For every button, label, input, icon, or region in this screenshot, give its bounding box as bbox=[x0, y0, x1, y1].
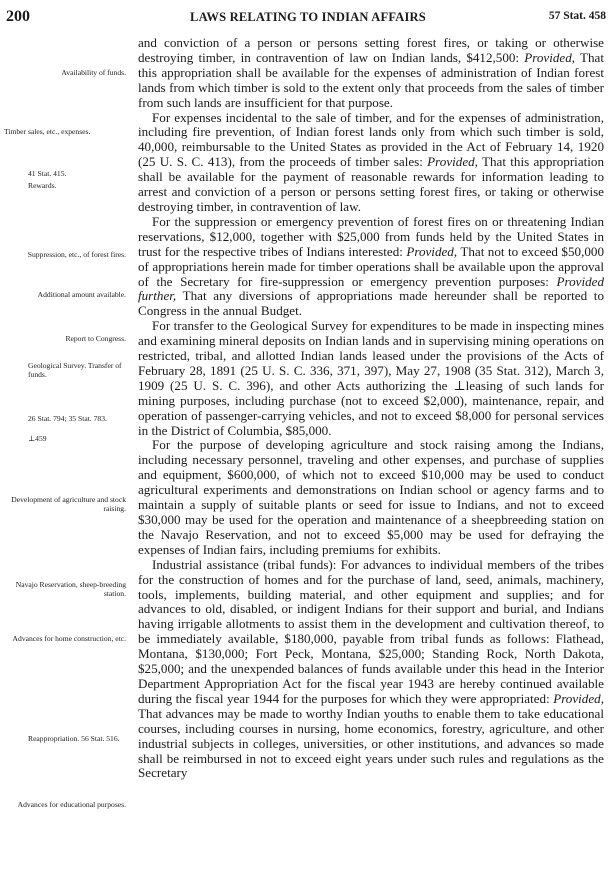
margin-note: 41 Stat. 415. bbox=[28, 169, 67, 178]
margin-note: 26 Stat. 794; 35 Stat. 783. bbox=[28, 414, 107, 423]
paragraph: For transfer to the Geological Survey for expenditures to be made in inspecting mines and examining mineral deposits on Indian lands and in supervising mining operations on restricted, tribal, and allotted Indian lands leased under the provisions of the Acts of February 28, 1891 (25 U. S. C. 336, 371, 397), May 27, 1908 (35 Stat. 312), March 3, 1909 (25 U. S. C. 396), and other Acts authorizing the ⊥leasing of such lands for mining purposes, including purchase (not to exceed $2,000), maintenance, repair, and operation of passenger-carrying vehicles, and not to exceed $8,000 for personal services in the District of Columbia, $85,000. bbox=[138, 318, 604, 438]
margin-note: Advances for educational purposes. bbox=[17, 800, 126, 809]
paragraph: For expenses incidental to the sale of timber, and for the expenses of administration, including fire prevention, of Indian forest lands only from which such timber is sold, 40,000, reimbursable to the United States as provided in the Act of February 14, 1920 (25 U. S. C. 413), from the proceeds of timber sales: Provided, That this appropriation shall be available for the payment of reasonable rewards for information leading to arrest and conviction of a person or persons setting forest fires, or taking or otherwise destroying timber, in contravention of law. bbox=[138, 109, 604, 214]
margin-note: Development of agriculture and stock raising. bbox=[11, 495, 126, 513]
paragraph: and conviction of a person or persons setting forest fires, or taking or otherwise destroying timber, in contravention of law on Indian lands, $412,500: Provided, That this appropriation shall be available for the expenses of administration of Indian forest lands from which timber is sold to the extent only that proceeds from the sales of timber from such lands are insufficient for that purpose. bbox=[138, 35, 604, 110]
margin-note: Timber sales, etc., expenses. bbox=[4, 127, 91, 136]
running-title: LAWS RELATING TO INDIAN AFFAIRS bbox=[190, 10, 426, 24]
margin-note: Reappropriation. 56 Stat. 516. bbox=[28, 734, 120, 743]
margin-note: Suppression, etc., of forest fires. bbox=[27, 250, 126, 259]
page-header bbox=[0, 8, 616, 28]
margin-note: ⊥459 bbox=[28, 434, 47, 443]
margin-note: Rewards. bbox=[28, 181, 57, 190]
margin-note: Additional amount available. bbox=[37, 290, 126, 299]
page-number: 200 bbox=[6, 8, 30, 25]
margin-note: Availability of funds. bbox=[61, 68, 126, 77]
statute-citation: 57 Stat. 458 bbox=[548, 10, 606, 22]
margin-note: Advances for home construction, etc. bbox=[12, 634, 126, 643]
margin-note: Navajo Reservation, sheep-breeding station. bbox=[15, 580, 126, 598]
margin-note: Report to Congress. bbox=[65, 334, 126, 343]
statute-text bbox=[138, 36, 604, 781]
paragraph: Industrial assistance (tribal funds): For advances to individual members of the tribes for the construction of homes and for the purchase of land, seed, animals, machinery, tools, implements, building material, and other equipment and supplies; and for advances to old, disabled, or indigent Indians for their support and burial, and Indians having irrigable allotments to assist them in the development and cultivation thereof, to be immediately available, $180,000, payable from tribal funds as follows: Flathead, Montana, $130,000; Fort Peck, Montana, $25,000; Standing Rock, North Dakota, $25,000; and the unexpended balances of funds available under this head in the Interior Department Appropriation Act for the fiscal year 1943 are hereby continued available during the fiscal year 1944 for the purposes for which they were appropriated: Provided, That advances may be made to worthy Indian youths to enable them to take educational courses, including courses in nursing, home economics, forestry, agriculture, and other industrial subjects in colleges, universities, or other institutions, and advances so made shall be reimbursed in not to exceed eight years under such rules and regulations as the Secretary bbox=[138, 556, 604, 781]
paragraph: For the suppression or emergency prevention of forest fires on or threatening Indian reservations, $12,000, together with $25,000 from funds held by the United States in trust for the respective tribes of Indians interested: Provided, That not to exceed $50,000 of appropriations herein made for timber operations shall be available upon the approval of the Secretary for fire-suppression or emergency prevention purposes: Provided further, That any diversions of appropriations made hereunder shall be reported to Congress in the annual Budget. bbox=[138, 213, 604, 319]
paragraph: For the purpose of developing agriculture and stock raising among the Indians, including necessary personnel, traveling and other expenses, and purchase of supplies and equipment, $600,000, of which not to exceed $10,000 may be used to conduct agricultural experiments and demonstrations on Indian school or agency farms and to maintain a supply of suitable plants or seed for issue to Indians, and not to exceed $30,000 may be used for the operation and maintenance of a sheepbreeding station on the Navajo Reservation, and not to exceed $5,000 may be used for defraying the expenses of Indian fairs, including premiums for exhibits. bbox=[138, 437, 604, 557]
margin-note: Geological Survey. Transfer of funds. bbox=[28, 361, 122, 379]
